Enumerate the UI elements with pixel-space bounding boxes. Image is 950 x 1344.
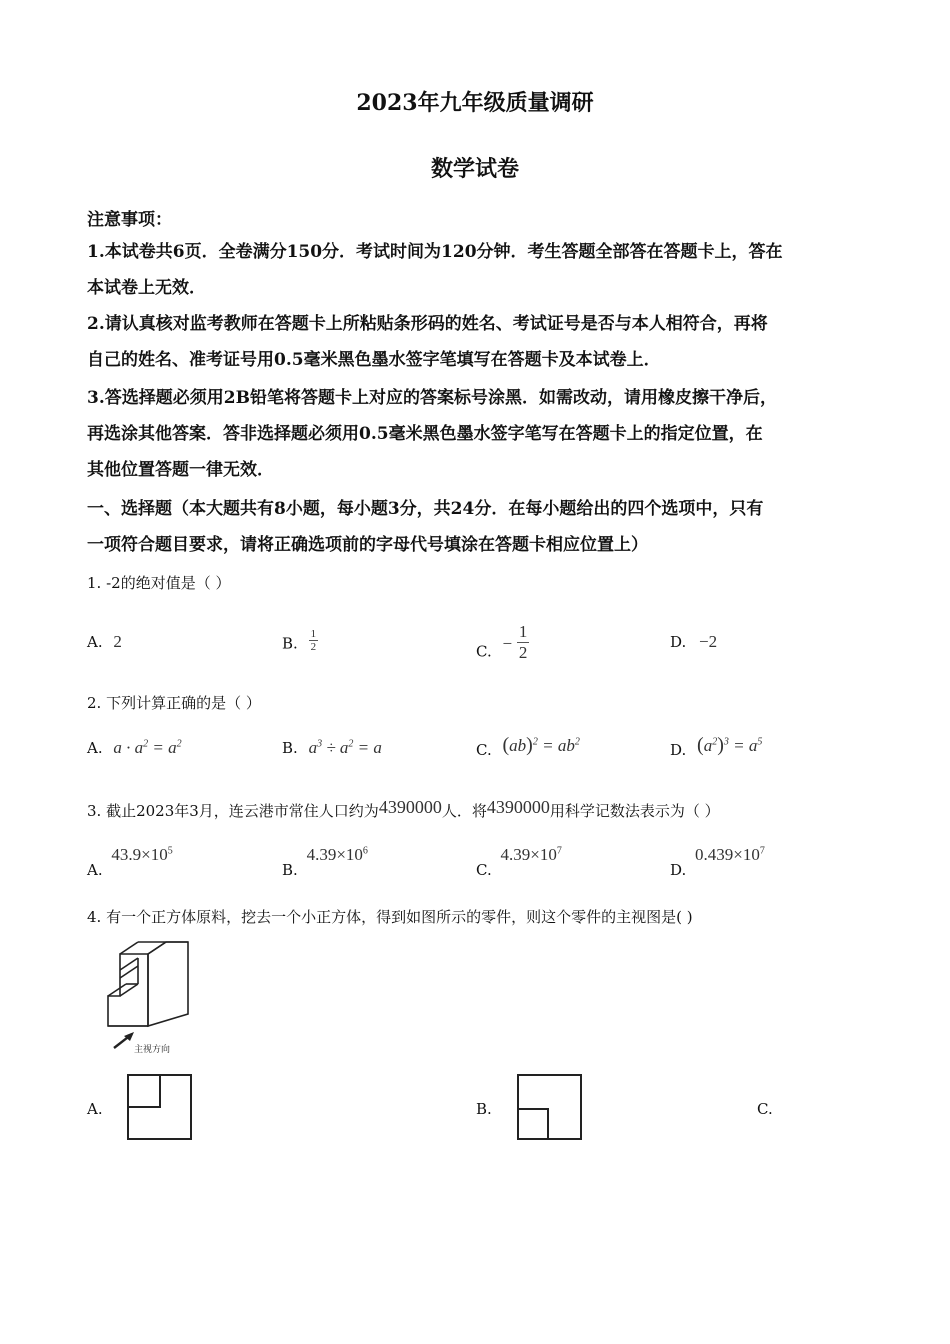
notice-line: 本试卷上无效． xyxy=(87,278,206,298)
option-label: D. xyxy=(670,861,687,879)
top-edge xyxy=(120,942,138,954)
option-label: C. xyxy=(476,741,492,759)
math-expression: $(ab)^2 = ab^2$ xyxy=(502,734,580,756)
option-label: A. xyxy=(87,861,103,879)
population-number: 4390000 xyxy=(486,797,550,817)
q2-option-c xyxy=(476,734,580,761)
fraction-denominator: 2 xyxy=(310,641,317,653)
math-expression: $(a^2)^3 = a^5$ xyxy=(697,734,763,756)
sci-exponent: 7 xyxy=(759,845,765,857)
q4-option-b-figure xyxy=(516,1073,584,1143)
minus-sign: − xyxy=(502,633,513,653)
population-number: 4390000 xyxy=(378,797,442,817)
notice-line: 2.请认真核对监考教师在答题卡上所粘贴条形码的姓名、考试证号是否与本人相符合，再将 xyxy=(87,314,768,334)
question-3-stem xyxy=(87,797,720,821)
option-label: B. xyxy=(282,861,298,879)
option-value: 2 xyxy=(113,632,122,651)
stem-text: 用科学记数法表示为（ ） xyxy=(549,802,720,820)
sci-base: 43.9×10 xyxy=(111,845,168,864)
sci-base: 4.39×10 xyxy=(500,845,557,864)
q2-option-a xyxy=(87,738,182,758)
sci-exponent: 5 xyxy=(167,845,173,857)
fraction xyxy=(309,628,319,653)
option-label: D. xyxy=(670,633,687,651)
question-4-stem: 4. 有一个正方体原料，挖去一个小正方体，得到如图所示的零件，则这个零件的主视图是( ) xyxy=(87,908,693,926)
sci-exponent: 6 xyxy=(362,845,368,857)
notice-item-1 xyxy=(87,234,783,306)
cube-part-figure xyxy=(100,940,200,1055)
fraction-denominator: 2 xyxy=(518,643,528,662)
fraction-numerator: 1 xyxy=(310,628,317,640)
notice-line: 其他位置答题一律无效． xyxy=(87,460,274,480)
figure-caption: 主视方向 xyxy=(134,1045,171,1055)
sci-base: 4.39×10 xyxy=(306,845,363,864)
q1-option-d xyxy=(670,632,717,652)
q3-option-b xyxy=(282,845,368,879)
notice-heading: 注意事项： xyxy=(87,210,172,230)
q1-option-b xyxy=(282,628,318,657)
q1-option-c xyxy=(476,622,529,673)
question-2-stem: 2. 下列计算正确的是（ ） xyxy=(87,694,261,712)
section-heading xyxy=(87,491,763,563)
sci-exponent: 7 xyxy=(556,845,562,857)
option-label: C. xyxy=(476,861,492,879)
q4-option-a-label: A. xyxy=(87,1100,103,1118)
notice-line: 3.答选择题必须用2B铅笔将答题卡上对应的答案标号涂黑．如需改动，请用橡皮擦干净后， xyxy=(87,388,777,408)
notice-item-3 xyxy=(87,380,777,488)
math-expression: $a \cdot a^2 = a^2$ xyxy=(113,738,182,757)
section-line: 一、选择题（本大题共有8小题，每小题3分，共24分．在每小题给出的四个选项中，只有 xyxy=(87,499,764,519)
question-1-stem: 1. -2的绝对值是（ ） xyxy=(87,574,231,592)
option-label: C. xyxy=(476,642,492,661)
q4-option-b-label: B. xyxy=(476,1100,492,1118)
stem-text: 3. 截止2023年3月，连云港市常住人口约为 xyxy=(87,802,379,820)
q4-option-a-figure xyxy=(126,1073,194,1143)
q3-option-d xyxy=(670,845,765,879)
q1-option-a xyxy=(87,632,122,652)
option-label: A. xyxy=(87,633,103,651)
page-title: 2023年九年级质量调研 xyxy=(356,90,594,116)
option-label: A. xyxy=(87,739,103,757)
math-expression: $a^3 \div a^2 = a$ xyxy=(308,738,382,757)
option-value: −2 xyxy=(699,632,718,651)
sci-base: 0.439×10 xyxy=(695,845,760,864)
notice-line: 再选涂其他答案．答非选择题必须用0.5毫米黑色墨水签字笔写在答题卡上的指定位置，在 xyxy=(87,424,763,444)
notice-line: 自己的姓名、准考证号用0.5毫米黑色墨水签字笔填写在答题卡及本试卷上． xyxy=(87,350,661,370)
q4-option-c-label: C. xyxy=(757,1100,773,1118)
q3-option-c xyxy=(476,845,562,879)
fraction xyxy=(517,622,530,663)
stem-text: 人．将 xyxy=(441,802,487,820)
section-line: 一项符合题目要求，请将正确选项前的字母代号填涂在答题卡相应位置上） xyxy=(87,535,648,555)
option-value xyxy=(307,845,368,864)
fraction-numerator: 1 xyxy=(518,622,528,641)
page-subtitle: 数学试卷 xyxy=(430,156,519,182)
option-value xyxy=(501,845,562,864)
q2-option-b xyxy=(282,738,382,758)
option-label: B. xyxy=(282,634,298,653)
option-value xyxy=(695,845,765,864)
side-face xyxy=(148,942,188,1026)
option-label: D. xyxy=(670,741,687,759)
q2-option-d xyxy=(670,734,763,761)
option-label: B. xyxy=(282,739,298,757)
notice-line: 1.本试卷共6页．全卷满分150分．考试时间为120分钟．考生答题全部答在答题卡上，答在 xyxy=(87,242,783,262)
notice-item-2 xyxy=(87,306,768,378)
q3-option-a xyxy=(87,845,173,879)
option-value xyxy=(111,845,172,864)
